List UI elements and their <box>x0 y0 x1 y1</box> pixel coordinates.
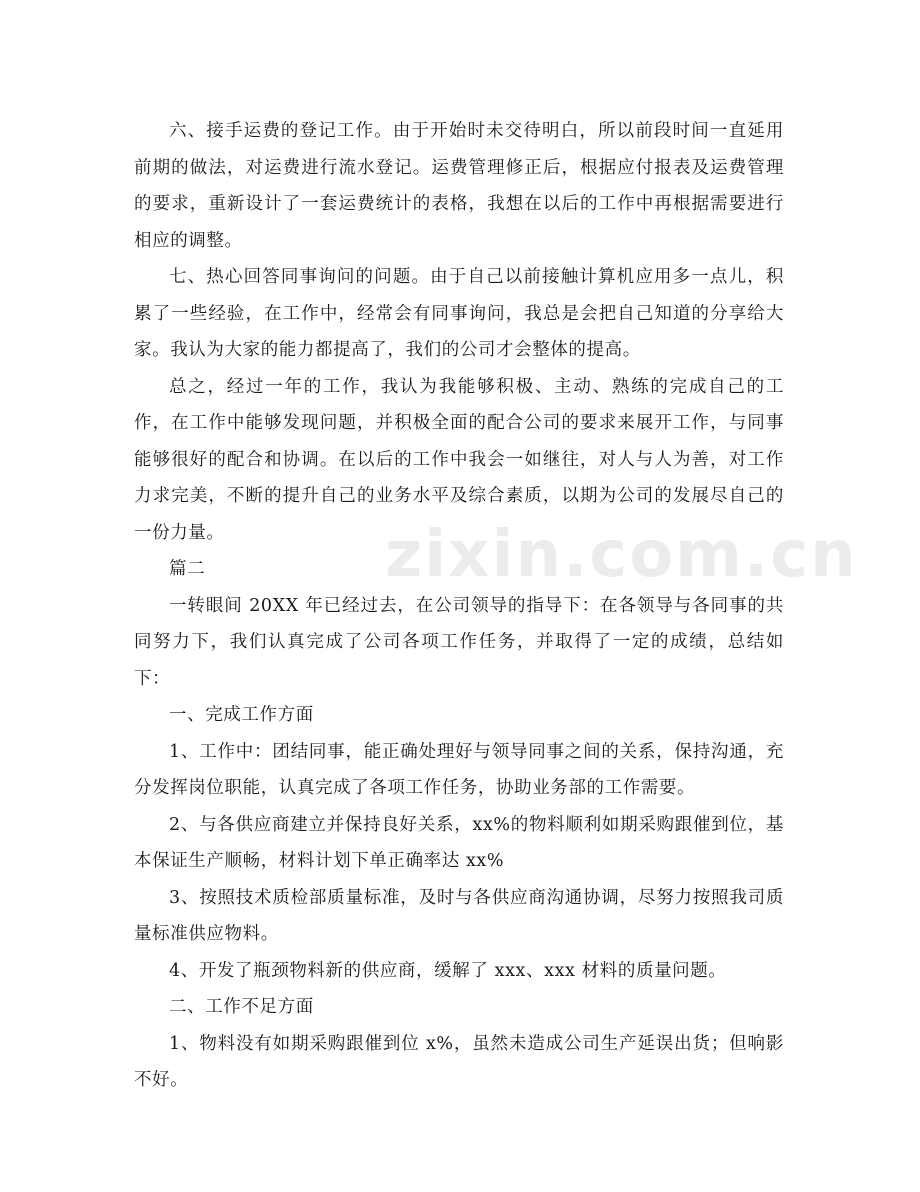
paragraph-item-six: 六、接手运费的登记工作。由于开始时未交待明白，所以前段时间一直延用前期的做法，对运费进行流水登记。运费管理修正后，根据应付报表及运费管理的要求，重新设计了一套运费统计的表格，我想在以后的工作中再根据需要进行相应的调整。 <box>134 121 784 251</box>
paragraph-summary: 总之，经过一年的工作，我认为我能够积极、主动、熟练的完成自己的工作，在工作中能够发现问题，并积极全面的配合公司的要求来展开工作，与同事能够很好的配合和协调。在以后的工作中我会一如继往，对人与人为善，对工作力求完美，不断的提升自己的业务水平及综合素质，以期为公司的发展尽自己的一份力量。 <box>134 376 784 543</box>
shortcoming-item-1: 1、物料没有如期采购跟催到位 x%，虽然未造成公司生产延误出货；但响影不好。 <box>134 1033 784 1090</box>
paragraph-item-seven: 七、热心回答同事询问的问题。由于自己以前接触计算机应用多一点儿，积累了一些经验，在工作中，经常会有同事询问，我总是会把自己知道的分享给大家。我认为大家的能力都提高了，我们的公司才会整体的提高。 <box>134 267 784 360</box>
achievement-item-2: 2、与各供应商建立并保持良好关系，xx%的物料顺利如期采购跟催到位，基本保证生产顺畅，材料计划下单正确率达 xx% <box>134 814 784 871</box>
section-heading-shortcomings: 二、工作不足方面 <box>169 997 314 1017</box>
paragraph-intro: 一转眼间 20XX 年已经过去，在公司领导的指导下：在各领导与各同事的共同努力下，我们认真完成了公司各项工作任务，并取得了一定的成绩，总结如下： <box>134 595 784 689</box>
achievement-item-1: 1、工作中：团结同事，能正确处理好与领导同事之间的关系，保持沟通，充分发挥岗位职能，认真完成了各项工作任务，协助业务部的工作需要。 <box>134 741 784 798</box>
achievement-item-4: 4、开发了瓶颈物料新的供应商，缓解了 xxx、xxx 材料的质量问题。 <box>169 960 727 981</box>
section-heading-achievements: 一、完成工作方面 <box>169 705 314 725</box>
watermark: zixin.com.cn <box>385 518 858 592</box>
section-heading-part-two: 篇二 <box>169 559 206 579</box>
achievement-item-3: 3、按照技术质检部质量标准，及时与各供应商沟通协调，尽努力按照我司质量标准供应物料。 <box>134 887 784 944</box>
document-body <box>134 113 784 1099</box>
